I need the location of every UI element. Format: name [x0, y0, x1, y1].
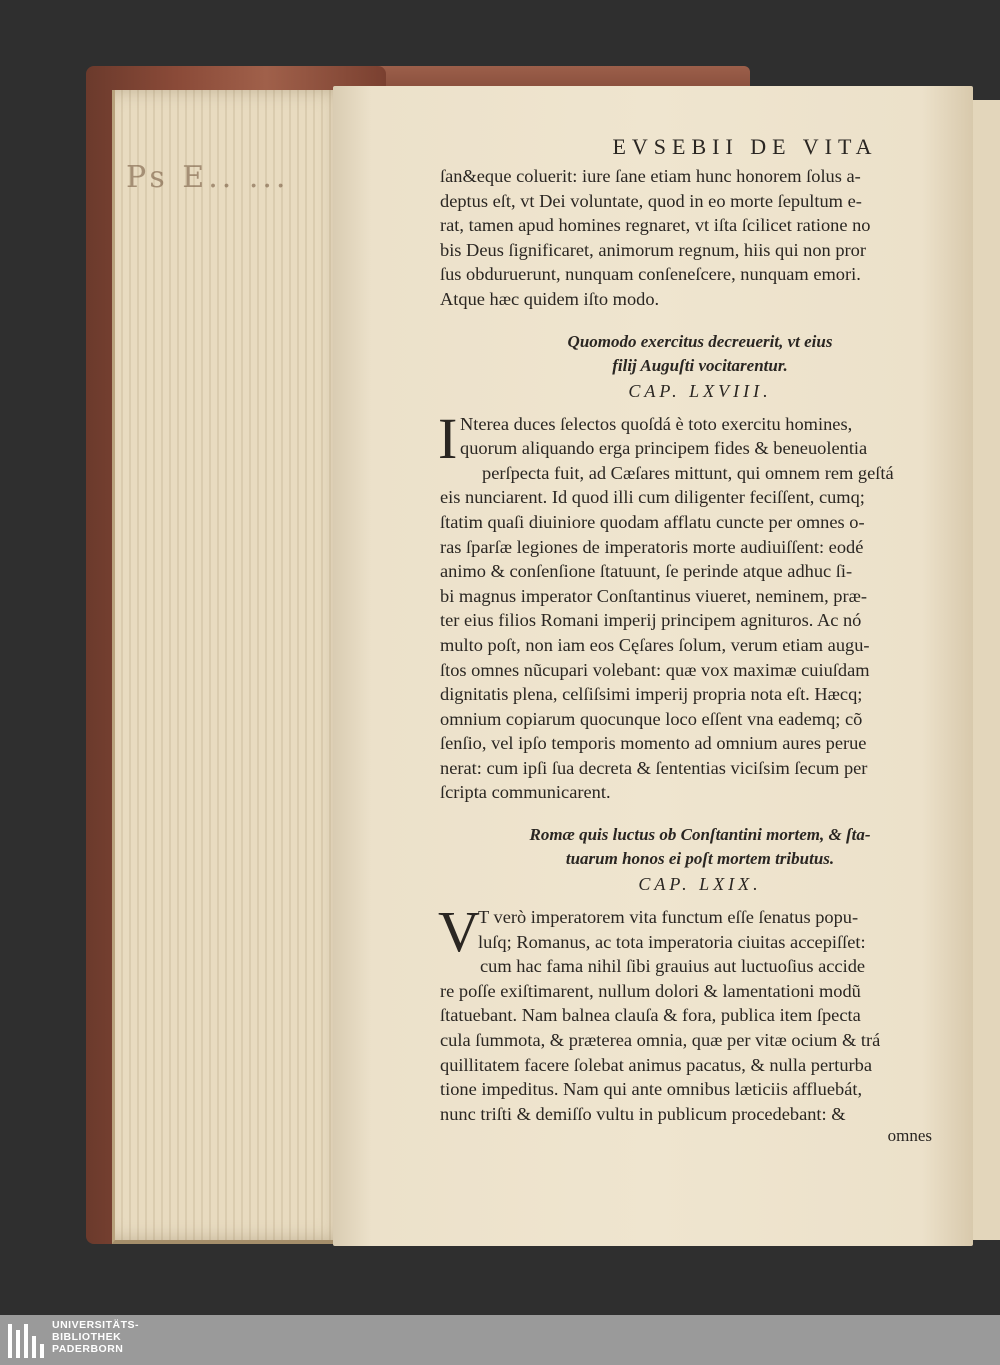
fore-edge-inscription: Ps E.. ...: [126, 160, 290, 195]
running-head: EVSEBII DE VITA: [612, 134, 878, 159]
text-line: T verò imperatorem vita functum eſſe ſenatus popu-: [478, 907, 859, 928]
text-line: re poſſe exiſtimarent, nullum dolori & lamentationi modũ: [440, 980, 861, 1001]
text-line: ras ſparſæ legiones de imperatoris morte audiuiſſent: eodé: [440, 536, 864, 557]
chapter-heading-68: [440, 330, 960, 404]
text-line: ſan&eque coluerit: iure ſane etiam hunc honorem ſolus a-: [440, 166, 861, 186]
drop-cap: I: [438, 405, 458, 471]
library-logo-icon: [6, 1320, 46, 1362]
text-line: ter eius filios Romani imperij principem agnituros. Ac nó: [440, 610, 862, 631]
text-line: eis nunciarent. Id quod illi cum diligenter feciſſent, cumq;: [440, 487, 865, 508]
chapter-title-line: filij Auguſti vocitarentur.: [612, 355, 788, 375]
library-name: [52, 1319, 139, 1355]
text-line: ſtatuebant. Nam balnea clauſa & fora, publica item ſpecta: [440, 1005, 861, 1026]
catchword: omnes: [887, 1126, 932, 1146]
text-line: ſtatim quaſi diuiniore quodam afflatu cuncte per omnes o-: [440, 511, 865, 532]
text-line: luſq; Romanus, ac tota imperatoria ciuitas accepiſſet:: [478, 931, 866, 952]
text-line: nunc triſti & demiſſo vultu in publicum procedebant: &: [440, 1103, 846, 1124]
text-line: ſus obduruerunt, nunquam conſeneſcere, nunquam emori.: [440, 264, 861, 285]
paragraph-68: [438, 405, 960, 806]
text-line: Nterea duces ſelectos quoſdá è toto exercitu homines,: [460, 413, 853, 434]
chapter-title-line: Romæ quis luctus ob Conſtantini mortem, & ſta-: [529, 825, 871, 845]
page-text-column: [440, 134, 960, 1146]
text-line: multo poſt, non iam eos Cęſares ſolum, verum etiam augu-: [440, 634, 870, 655]
drop-cap: V: [438, 899, 480, 965]
paragraph-69: [438, 899, 960, 1126]
text-line: tione impeditus. Nam qui ante omnibus læticiis affluebát,: [440, 1079, 863, 1100]
text-line: rat, tamen apud homines regnaret, vt iſta ſcilicet ratione no: [440, 215, 871, 236]
footer-bar: [0, 1315, 1000, 1365]
text-line: quillitatem facere ſolebat animus pacatus, & nulla perturba: [440, 1054, 873, 1075]
text-line: omnium copiarum quocunque loco eſſent vna eademq; cõ: [440, 708, 863, 729]
chapter-heading-69: [440, 823, 960, 897]
library-name-line: PADERBORN: [52, 1343, 124, 1355]
text-line: animo & conſenſione ſtatuunt, ſe perinde atque adhuc ſi-: [440, 561, 853, 582]
text-line: bis Deus ſignificaret, animorum regnum, hiis qui non pror: [440, 239, 866, 260]
text-line: Atque hæc quidem iſto modo.: [440, 288, 660, 309]
text-line: quorum aliquando erga principem fides & beneuolentia: [460, 438, 868, 459]
chapter-number: CAP. LXIX.: [638, 874, 762, 895]
library-name-line: UNIVERSITÄTS-: [52, 1319, 140, 1331]
library-name-line: BIBLIOTHEK: [52, 1331, 122, 1343]
text-line: cula ſummota, & præterea omnia, quæ per vitæ ocium & trá: [440, 1030, 881, 1051]
page-block-fore-edge: [112, 90, 350, 1244]
text-line: ſenſio, vel ipſo temporis momento ad omnium aures perue: [440, 733, 867, 754]
chapter-number: CAP. LXVIII.: [628, 380, 772, 401]
text-line: ſcripta communicarent.: [440, 782, 611, 803]
text-line: dignitatis plena, celſiſsimi imperij propria nota eſt. Hæcq;: [440, 684, 863, 705]
text-line: cum hac fama nihil ſibi grauius aut luctuoſius accide: [480, 956, 866, 977]
text-line: bi magnus imperator Conſtantinus viueret, neminem, præ-: [440, 585, 867, 606]
text-line: deptus eſt, vt Dei voluntate, quod in eo morte ſepultum e-: [440, 190, 862, 211]
chapter-title-line: Quomodo exercitus decreuerit, vt eius: [567, 331, 833, 351]
intro-paragraph: [440, 164, 960, 312]
chapter-title-line: tuarum honos ei poſt mortem tributus.: [565, 849, 835, 869]
text-line: nerat: cum ipſi ſua decreta & ſententias viciſsim ſecum per: [440, 757, 868, 778]
text-line: ſtos omnes nũcupari volebant: quæ vox maximæ cuiuſdam: [440, 659, 870, 680]
text-line: perſpecta fuit, ad Cæſares mittunt, qui omnem rem geſtá: [482, 462, 894, 483]
